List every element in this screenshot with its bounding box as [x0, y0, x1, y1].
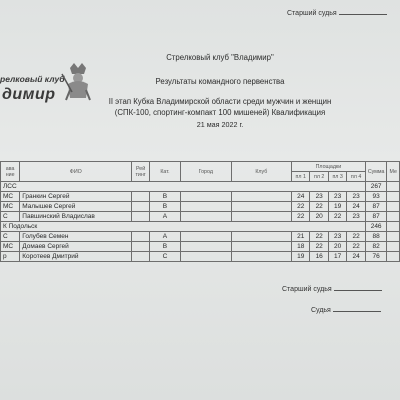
chief-judge-signature: [282, 286, 382, 293]
category-cell: B: [149, 192, 180, 202]
score-cell: 23: [347, 192, 365, 202]
col-city-header: Город: [180, 162, 231, 182]
rank-cell: С: [1, 212, 20, 222]
rating-cell: [132, 232, 150, 242]
score-cell: 22: [310, 242, 328, 252]
score-cell: 23: [310, 192, 328, 202]
table-row: [1, 202, 400, 212]
area-2-header: пл 2: [310, 172, 328, 182]
logo-text-top: релковый клуб: [0, 74, 65, 84]
score-cell: 22: [347, 242, 365, 252]
fio-cell: Домаев Сергей: [20, 242, 132, 252]
score-cell: 23: [328, 232, 346, 242]
place-cell: [387, 252, 400, 262]
category-cell: B: [149, 202, 180, 212]
team-total: 246: [365, 222, 387, 232]
sum-cell: 76: [365, 252, 387, 262]
rank-cell: МС: [1, 202, 20, 212]
judge-label: Судья: [311, 307, 331, 314]
city-cell: [180, 252, 231, 262]
score-cell: 20: [328, 242, 346, 252]
club-cell: [231, 212, 291, 222]
rank-cell: С: [1, 232, 20, 242]
sum-cell: 88: [365, 232, 387, 242]
competition-line-2: (СПК-100, спортинг-компакт 100 мишеней) Квалификация: [114, 108, 326, 117]
category-cell: A: [149, 232, 180, 242]
score-cell: 21: [292, 232, 310, 242]
city-cell: [180, 242, 231, 252]
score-cell: 24: [347, 252, 365, 262]
score-cell: 22: [310, 202, 328, 212]
club-cell: [231, 232, 291, 242]
signature-line: [339, 14, 387, 15]
category-cell: C: [149, 252, 180, 262]
score-cell: 16: [310, 252, 328, 262]
top-chief-judge-label: Старший судья: [287, 10, 337, 17]
team-name: К Подольск: [1, 222, 366, 232]
score-cell: 20: [310, 212, 328, 222]
rating-cell: [132, 252, 150, 262]
col-rank-header: ава ние: [1, 162, 20, 182]
team-name: ЛСС: [1, 182, 366, 192]
area-3-header: пл 3: [328, 172, 346, 182]
fio-cell: Гранкин Сергей: [20, 192, 132, 202]
place-cell: [387, 212, 400, 222]
score-cell: 23: [328, 192, 346, 202]
fio-cell: Павшинский Владислав: [20, 212, 132, 222]
sum-cell: 87: [365, 212, 387, 222]
city-cell: [180, 212, 231, 222]
score-cell: 22: [292, 212, 310, 222]
rank-cell: МС: [1, 242, 20, 252]
area-4-header: пл 4: [347, 172, 365, 182]
signature-line: [333, 311, 381, 312]
col-place-header: Ме: [387, 162, 400, 182]
team-place: [387, 222, 400, 232]
rating-cell: [132, 202, 150, 212]
competition-line-1: II этап Кубка Владимирской области среди мужчин и женщин: [108, 97, 332, 106]
club-cell: [231, 192, 291, 202]
signature-line: [334, 290, 382, 291]
col-areas-header: Площадки: [292, 162, 366, 172]
fio-cell: Коротеев Дмитрий: [20, 252, 132, 262]
judge-signature: [311, 307, 381, 314]
category-cell: A: [149, 212, 180, 222]
sum-cell: 82: [365, 242, 387, 252]
club-title: Стрелковый клуб "Владимир": [166, 53, 274, 62]
team-row: [1, 182, 400, 192]
fio-cell: Малышев Сергей: [20, 202, 132, 212]
top-chief-judge-signature: [287, 10, 387, 17]
team-place: [387, 182, 400, 192]
place-cell: [387, 242, 400, 252]
col-club-header: Клуб: [231, 162, 291, 182]
score-cell: 22: [328, 212, 346, 222]
rating-cell: [132, 242, 150, 252]
score-cell: 22: [347, 232, 365, 242]
rating-cell: [132, 192, 150, 202]
score-cell: 19: [292, 252, 310, 262]
team-row: [1, 222, 400, 232]
category-cell: B: [149, 242, 180, 252]
club-cell: [231, 252, 291, 262]
col-category-header: Кат.: [149, 162, 180, 182]
city-cell: [180, 192, 231, 202]
logo-text-bottom: димир: [2, 86, 56, 103]
score-cell: 17: [328, 252, 346, 262]
table-row: [1, 212, 400, 222]
col-fio-header: ФИО: [20, 162, 132, 182]
place-cell: [387, 232, 400, 242]
results-subtitle: Результаты командного первенства: [155, 77, 285, 86]
rank-cell: р: [1, 252, 20, 262]
table-row: [1, 192, 400, 202]
sum-cell: 87: [365, 202, 387, 212]
col-rating-header: Рей тинг: [132, 162, 150, 182]
fio-cell: Голубев Семен: [20, 232, 132, 242]
city-cell: [180, 232, 231, 242]
score-cell: 22: [310, 232, 328, 242]
city-cell: [180, 202, 231, 212]
rank-cell: МС: [1, 192, 20, 202]
competition-date: 21 мая 2022 г.: [196, 120, 244, 129]
club-cell: [231, 202, 291, 212]
score-cell: 22: [292, 202, 310, 212]
place-cell: [387, 202, 400, 212]
results-table: [0, 161, 400, 262]
score-cell: 24: [347, 202, 365, 212]
club-cell: [231, 242, 291, 252]
score-cell: 23: [347, 212, 365, 222]
place-cell: [387, 192, 400, 202]
col-sum-header: Сумма: [365, 162, 387, 182]
table-row: [1, 232, 400, 242]
score-cell: 19: [328, 202, 346, 212]
rating-cell: [132, 212, 150, 222]
header-row-1: [1, 162, 400, 172]
table-row: [1, 242, 400, 252]
chief-judge-label: Старший судья: [282, 286, 332, 293]
table-row: [1, 252, 400, 262]
area-1-header: пл 1: [292, 172, 310, 182]
score-cell: 24: [292, 192, 310, 202]
sum-cell: 93: [365, 192, 387, 202]
score-cell: 18: [292, 242, 310, 252]
team-total: 267: [365, 182, 387, 192]
